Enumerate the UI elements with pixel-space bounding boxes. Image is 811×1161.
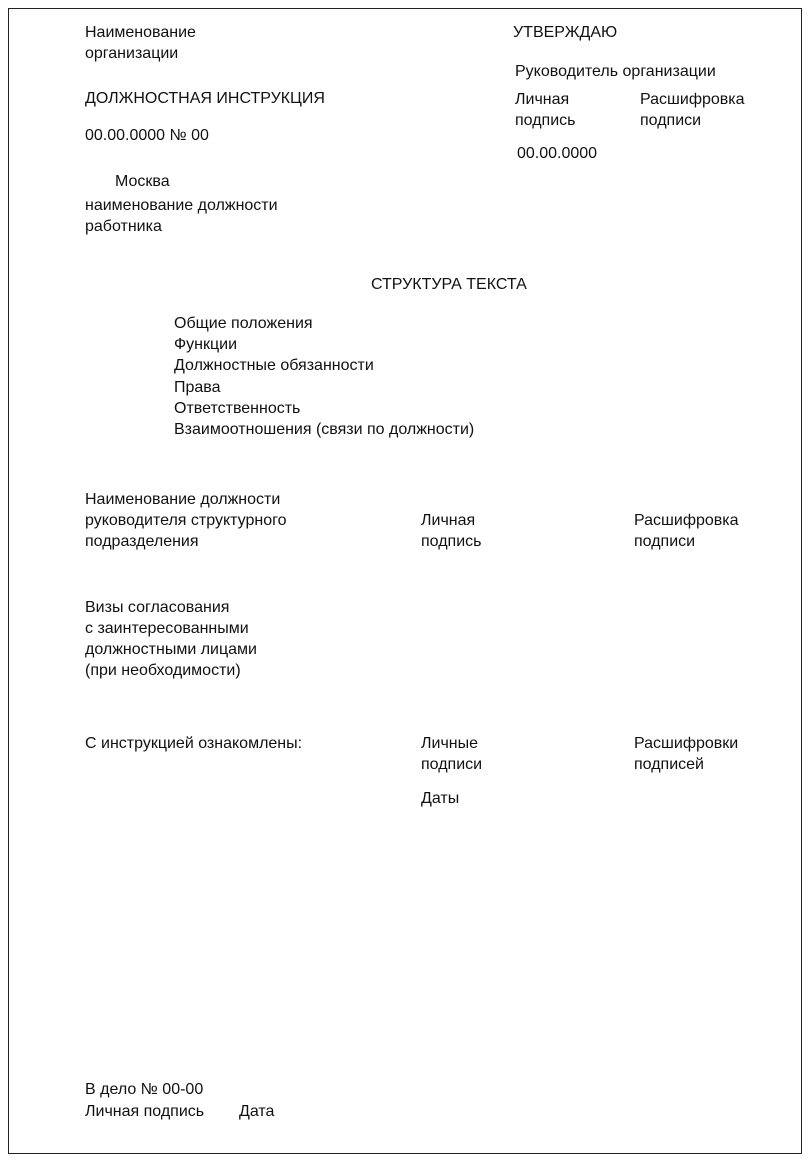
structure-item: Взаимоотношения (связи по должности) [174, 421, 475, 439]
unit-head-position: Наименование должности руководителя структурного подразделения [85, 491, 287, 550]
footer-signature-label: Личная подпись [85, 1103, 205, 1120]
acquainted-label: С инструкцией ознакомлены: [85, 735, 303, 752]
organization-name: Наименование организации [85, 24, 196, 62]
structure-item: Общие положения [174, 315, 313, 332]
approve-label: УТВЕРЖДАЮ [513, 24, 618, 41]
structure-item: Права [174, 378, 221, 396]
approver-title: Руководитель организации [515, 63, 716, 80]
document-date-number: 00.00.0000 № 00 [85, 127, 209, 144]
unit-head-decryption-label: Расшифровка подписи [634, 512, 739, 550]
structure-heading: СТРУКТУРА ТЕКСТА [371, 276, 527, 293]
acquainted-signatures-label: Личные подписи [421, 735, 483, 773]
employee-position-name: наименование должности работника [85, 197, 278, 235]
approval-visas: Визы согласования с заинтересованными должностными лицами (при необходимости) [85, 599, 257, 679]
approver-decryption-label: Расшифровка подписи [640, 91, 745, 129]
structure-item: Ответственность [174, 399, 301, 417]
approver-signature-label: Личная подпись [515, 91, 576, 129]
document-city: Москва [115, 173, 170, 190]
structure-item: Должностные обязанности [174, 357, 374, 375]
acquainted-decryptions-label: Расшифровки подписей [634, 735, 739, 773]
file-reference: В дело № 00-00 [85, 1081, 204, 1098]
structure-item: Функции [174, 336, 238, 354]
unit-head-signature-label: Личная подпись [421, 512, 482, 550]
footer-date-label: Дата [239, 1103, 275, 1120]
document-title: ДОЛЖНОСТНАЯ ИНСТРУКЦИЯ [85, 90, 325, 107]
approval-date: 00.00.0000 [517, 145, 598, 162]
acquainted-dates-label: Даты [421, 790, 460, 807]
structure-list [174, 313, 474, 440]
